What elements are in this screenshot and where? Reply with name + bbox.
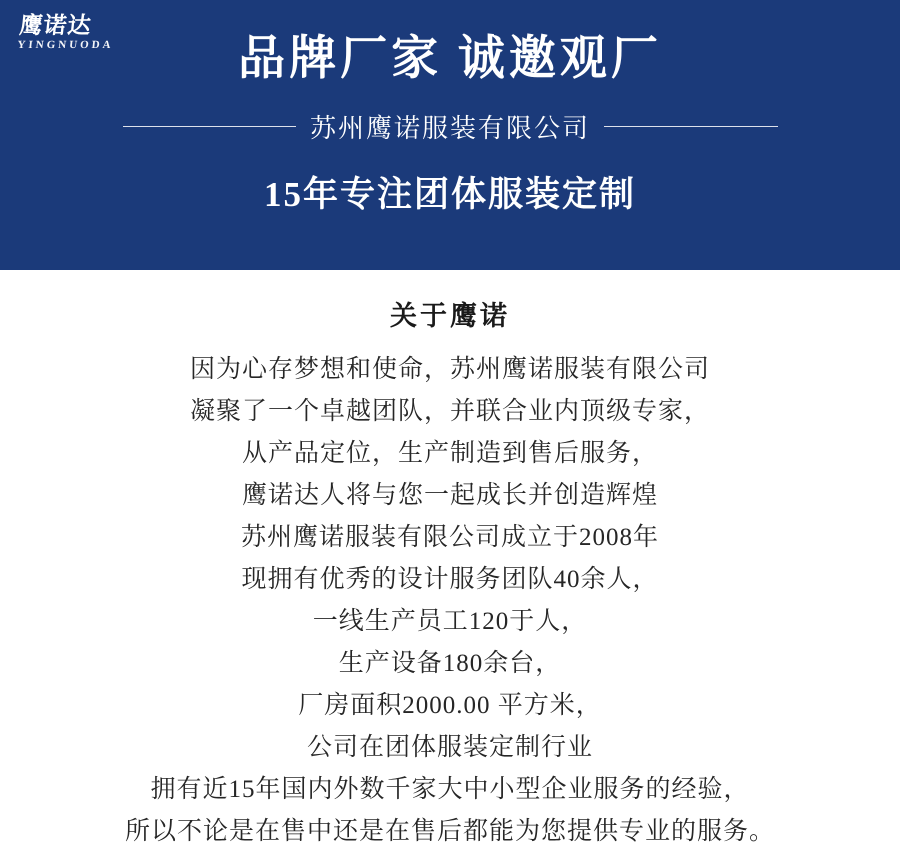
banner-tagline: 15年专注团体服装定制 [263, 174, 636, 214]
brand-logo-sub: YINGNUODA [16, 39, 115, 52]
about-line: 凝聚了一个卓越团队，并联合业内顶级专家， [189, 398, 710, 425]
about-line: 公司在团体服装定制行业 [306, 734, 593, 761]
hero-banner [0, 0, 900, 270]
about-line: 现拥有优秀的设计服务团队40余人， [241, 566, 659, 593]
about-line: 拥有近15年国内外数千家大中小型企业服务的经验， [150, 776, 750, 803]
about-line: 生产设备180余台， [338, 650, 562, 677]
divider-left [123, 126, 297, 127]
divider-right [604, 126, 778, 127]
banner-content [0, 0, 900, 270]
about-section [0, 270, 900, 853]
banner-company-name: 苏州鹰诺服装有限公司 [310, 113, 591, 143]
about-line: 从产品定位，生产制造到售后服务， [241, 440, 658, 467]
about-line: 鹰诺达人将与您一起成长并创造辉煌 [241, 482, 658, 509]
banner-headline: 品牌厂家 诚邀观厂 [238, 33, 662, 85]
about-title: 关于鹰诺 [390, 301, 510, 331]
about-line: 厂房面积2000.00 平方米， [298, 692, 602, 719]
brand-logo [15, 14, 124, 66]
brand-logo-main: 鹰诺达 [18, 13, 93, 38]
about-line: 所以不论是在售中还是在售后都能为您提供专业的服务。 [124, 818, 775, 845]
about-paragraph [0, 349, 900, 853]
about-line: 因为心存梦想和使命，苏州鹰诺服装有限公司 [189, 356, 710, 383]
banner-company-row [123, 108, 778, 145]
about-line: 苏州鹰诺服装有限公司成立于2008年 [240, 524, 659, 551]
about-line: 一线生产员工120于人， [312, 608, 588, 635]
